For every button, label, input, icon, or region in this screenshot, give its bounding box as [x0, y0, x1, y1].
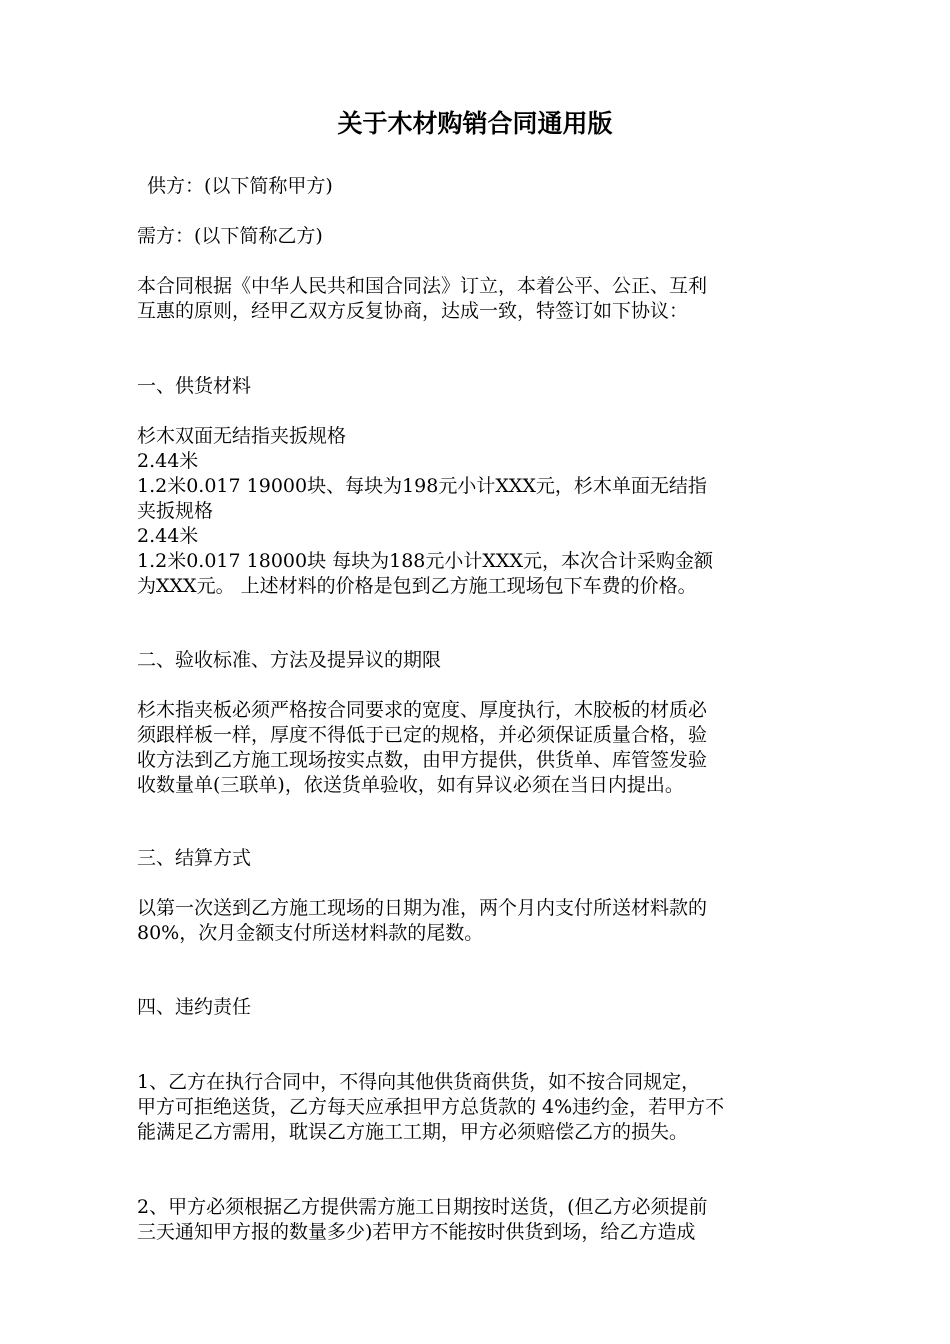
section-1-line: 为XXX元。 上述材料的价格是包到乙方施工现场包下车费的价格。 [137, 575, 697, 597]
section-2-line: 杉木指夹板必须严格按合同要求的宽度、厚度执行，木胶板的材质必 [137, 699, 708, 721]
section-1-line: 夹扳规格 [137, 500, 214, 522]
section-1-line: 1.2米0.017 18000块 每块为188元小计XXX元，本次合计采购金额 [137, 550, 713, 572]
section-1-line: 杉木双面无结指夹扳规格 [137, 425, 347, 447]
section-4-item-1-line: 甲方可拒绝送货，乙方每天应承担甲方总货款的 4%违约金，若甲方不 [137, 1096, 725, 1118]
section-1-heading: 一、供货材料 [137, 375, 252, 397]
section-2-line: 收数量单(三联单)，依送货单验收，如有异议必须在当日内提出。 [137, 774, 684, 796]
section-4-item-1-line: 能满足乙方需用，耽误乙方施工工期，甲方必须赔偿乙方的损失。 [137, 1121, 689, 1143]
section-2-body [137, 698, 817, 798]
section-4-item-2-line: 2、甲方必须根据乙方提供需方施工日期按时送货，(但乙方必须提前 [137, 1196, 708, 1218]
section-1-line: 1.2米0.017 19000块、每块为198元小计XXX元，杉木单面无结指 [137, 475, 707, 497]
intro-paragraph [137, 274, 817, 324]
section-1-body [137, 424, 817, 599]
section-3-line: 80%，次月金额支付所送材料款的尾数。 [137, 922, 484, 944]
section-2-line: 收方法到乙方施工现场按实点数，由甲方提供，供货单、库管签发验 [137, 749, 708, 771]
section-4-item-2-line: 三天通知甲方报的数量多少)若甲方不能按时供货到场，给乙方造成 [137, 1221, 696, 1243]
section-3-line: 以第一次送到乙方施工现场的日期为准，两个月内支付所送材料款的 [137, 897, 708, 919]
section-4-heading: 四、违约责任 [137, 996, 252, 1018]
section-3-body [137, 896, 817, 946]
section-4-item-2 [137, 1195, 817, 1245]
section-2-line: 须跟样板一样，厚度不得低于已定的规格，并必须保证质量合格，验 [137, 724, 708, 746]
section-1-line: 2.44米 [137, 525, 199, 547]
section-2-heading: 二、验收标准、方法及提异议的期限 [137, 649, 442, 671]
intro-line: 本合同根据《中华人民共和国合同法》订立，本着公平、公正、互利 [137, 275, 708, 297]
section-3-heading: 三、结算方式 [137, 847, 252, 869]
supplier-line: 供方：(以下简称甲方) [147, 175, 333, 197]
buyer-line: 需方：(以下简称乙方) [137, 225, 323, 247]
section-4-item-1-line: 1、乙方在执行合同中，不得向其他供货商供货，如不按合同规定， [137, 1071, 701, 1093]
section-1-line: 2.44米 [137, 450, 199, 472]
document-title: 关于木材购销合同通用版 [337, 109, 613, 138]
intro-line: 互惠的原则，经甲乙双方反复协商，达成一致，特签订如下协议： [137, 300, 689, 322]
section-4-item-1 [137, 1070, 817, 1145]
